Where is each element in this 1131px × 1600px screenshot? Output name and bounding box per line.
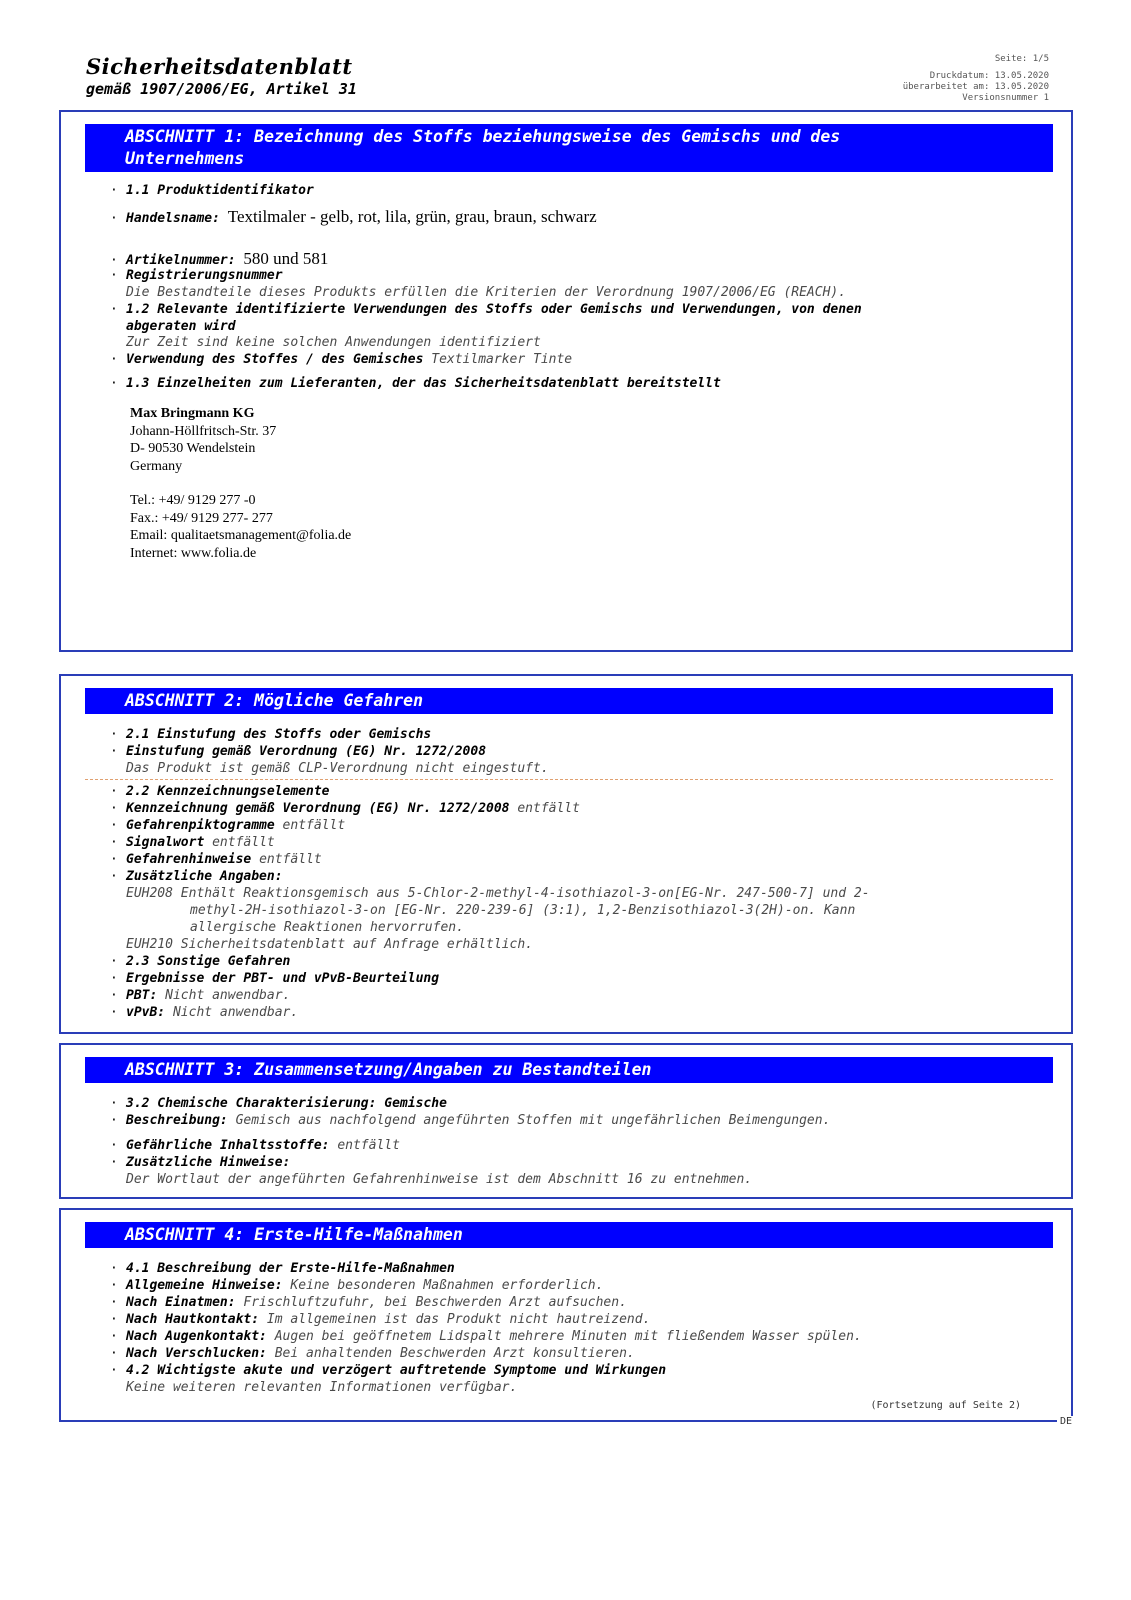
first-aid-description: · 4.1 Beschreibung der Erste-Hilfe-Maßnahmen	[110, 1261, 455, 1276]
classification-regulation: · Einstufung gemäß Verordnung (EG) Nr. 1272/2008	[110, 744, 487, 759]
section-2	[59, 674, 1073, 1034]
pbt: · PBT: Nicht anwendbar.	[110, 988, 291, 1003]
section-1	[59, 110, 1073, 652]
product-identifier: · 1.1 Produktidentifikator	[110, 183, 314, 198]
section-2-heading: ABSCHNITT 2: Mögliche Gefahren	[85, 688, 1053, 714]
company-fax: Fax.: +49/ 9129 277- 277	[130, 510, 273, 526]
after-inhalation: · Nach Einatmen: Frischluftzufuhr, bei Beschwerden Arzt aufsuchen.	[110, 1295, 627, 1310]
pbt-vpvb-assessment: · Ergebnisse der PBT- und vPvB-Beurteilung	[110, 971, 440, 986]
header-meta	[903, 54, 1049, 104]
additional-info: · Zusätzliche Angaben:	[110, 869, 283, 884]
hazardous-ingredients: · Gefährliche Inhaltsstoffe: entfällt	[110, 1138, 400, 1153]
supplier-address	[130, 405, 351, 562]
version-number: Versionsnummer 1	[962, 93, 1049, 103]
vpvb: · vPvB: Nicht anwendbar.	[110, 1005, 299, 1020]
registration-number: · Registrierungsnummer	[110, 268, 283, 283]
language-code: DE	[1057, 1416, 1075, 1427]
description: · Beschreibung: Gemisch aus nachfolgend angeführten Stoffen mit ungefährlichen Beimengungen.	[110, 1113, 831, 1128]
relevant-uses: · 1.2 Relevante identifizierte Verwendungen des Stoffs oder Gemischs und Verwendungen, von denen	[110, 302, 862, 317]
chemical-characterization: · 3.2 Chemische Charakterisierung: Gemische	[110, 1096, 447, 1111]
supplier-details: · 1.3 Einzelheiten zum Lieferanten, der das Sicherheitsdatenblatt bereitstellt	[110, 376, 721, 391]
company-street: Johann-Höllfritsch-Str. 37	[130, 423, 277, 439]
general-information: · Allgemeine Hinweise: Keine besonderen Maßnahmen erforderlich.	[110, 1278, 604, 1293]
reach-note: Die Bestandteile dieses Produkts erfüllen die Kriterien der Verordnung 1907/2006/EG (REACH).	[126, 285, 847, 300]
company-name: Max Bringmann KG	[130, 406, 255, 421]
section-1-heading: ABSCHNITT 1: Bezeichnung des Stoffs beziehungsweise des Gemischs und des Unternehmens	[85, 124, 1053, 172]
article-number: · Artikelnummer: 580 und 581	[110, 249, 329, 268]
after-swallowing: · Nach Verschlucken: Bei anhaltenden Beschwerden Arzt konsultieren.	[110, 1346, 635, 1361]
substance-use: · Verwendung des Stoffes / des Gemisches Textilmarker Tinte	[110, 352, 573, 367]
hazard-statements: · Gefahrenhinweise entfällt	[110, 852, 322, 867]
section-3-heading: ABSCHNITT 3: Zusammensetzung/Angaben zu Bestandteilen	[85, 1057, 1053, 1083]
company-website[interactable]: Internet: www.folia.de	[130, 545, 257, 561]
company-country: Germany	[130, 458, 183, 474]
after-eye-contact: · Nach Augenkontakt: Augen bei geöffnetem Lidspalt mehrere Minuten mit fließendem Wasser spülen.	[110, 1329, 862, 1344]
uses-note: Zur Zeit sind keine solchen Anwendungen identifiziert	[126, 335, 541, 350]
section-4	[59, 1208, 1073, 1422]
additional-notes-text: Der Wortlaut der angeführten Gefahrenhinweise ist dem Abschnitt 16 zu entnehmen.	[126, 1172, 753, 1187]
classification: · 2.1 Einstufung des Stoffs oder Gemischs	[110, 727, 432, 742]
company-email[interactable]: Email: qualitaetsmanagement@folia.de	[130, 528, 352, 543]
document-subtitle: gemäß 1907/2006/EG, Artikel 31	[86, 80, 357, 98]
section-4-heading: ABSCHNITT 4: Erste-Hilfe-Maßnahmen	[85, 1222, 1053, 1248]
trade-name: · Handelsname: Textilmaler - gelb, rot, lila, grün, grau, braun, schwarz	[110, 207, 597, 226]
other-hazards: · 2.3 Sonstige Gefahren	[110, 954, 291, 969]
euh208-line2: methyl-2H-isothiazol-3-on [EG-Nr. 220-239-6] (3:1), 1,2-Benzisothiazol-3(2H)-on. Kann	[190, 903, 856, 918]
page-number: Seite: 1/5	[994, 54, 1049, 64]
signal-word: · Signalwort entfällt	[110, 835, 275, 850]
section-3	[59, 1043, 1073, 1199]
symptoms-effects: · 4.2 Wichtigste akute und verzögert auftretende Symptome und Wirkungen	[110, 1363, 667, 1378]
document-title: Sicherheitsdatenblatt	[86, 54, 353, 79]
euh208-line1: EUH208 Enthält Reaktionsgemisch aus 5-Chlor-2-methyl-4-isothiazol-3-on[EG-Nr. 247-500-7] und 2-	[126, 886, 870, 901]
euh210: EUH210 Sicherheitsdatenblatt auf Anfrage erhältlich.	[126, 937, 533, 952]
euh208-line3: allergische Reaktionen hervorrufen.	[190, 920, 464, 935]
revision-date: überarbeitet am: 13.05.2020	[902, 82, 1049, 92]
continuation-note: (Fortsetzung auf Seite 2)	[870, 1400, 1021, 1411]
section-divider	[85, 779, 1053, 780]
additional-notes: · Zusätzliche Hinweise:	[110, 1155, 291, 1170]
relevant-uses-cont: abgeraten wird	[126, 319, 236, 334]
company-phone: Tel.: +49/ 9129 277 -0	[130, 493, 256, 508]
print-date: Druckdatum: 13.05.2020	[929, 71, 1049, 81]
after-skin-contact: · Nach Hautkontakt: Im allgemeinen ist das Produkt nicht hautreizend.	[110, 1312, 651, 1327]
classification-note: Das Produkt ist gemäß CLP-Verordnung nicht eingestuft.	[126, 761, 549, 776]
labelling-regulation: · Kennzeichnung gemäß Verordnung (EG) Nr. 1272/2008 entfällt	[110, 801, 580, 816]
label-elements: · 2.2 Kennzeichnungselemente	[110, 784, 330, 799]
hazard-pictograms: · Gefahrenpiktogramme entfällt	[110, 818, 346, 833]
company-city: D- 90530 Wendelstein	[130, 441, 256, 456]
symptoms-note: Keine weiteren relevanten Informationen verfügbar.	[126, 1380, 518, 1395]
